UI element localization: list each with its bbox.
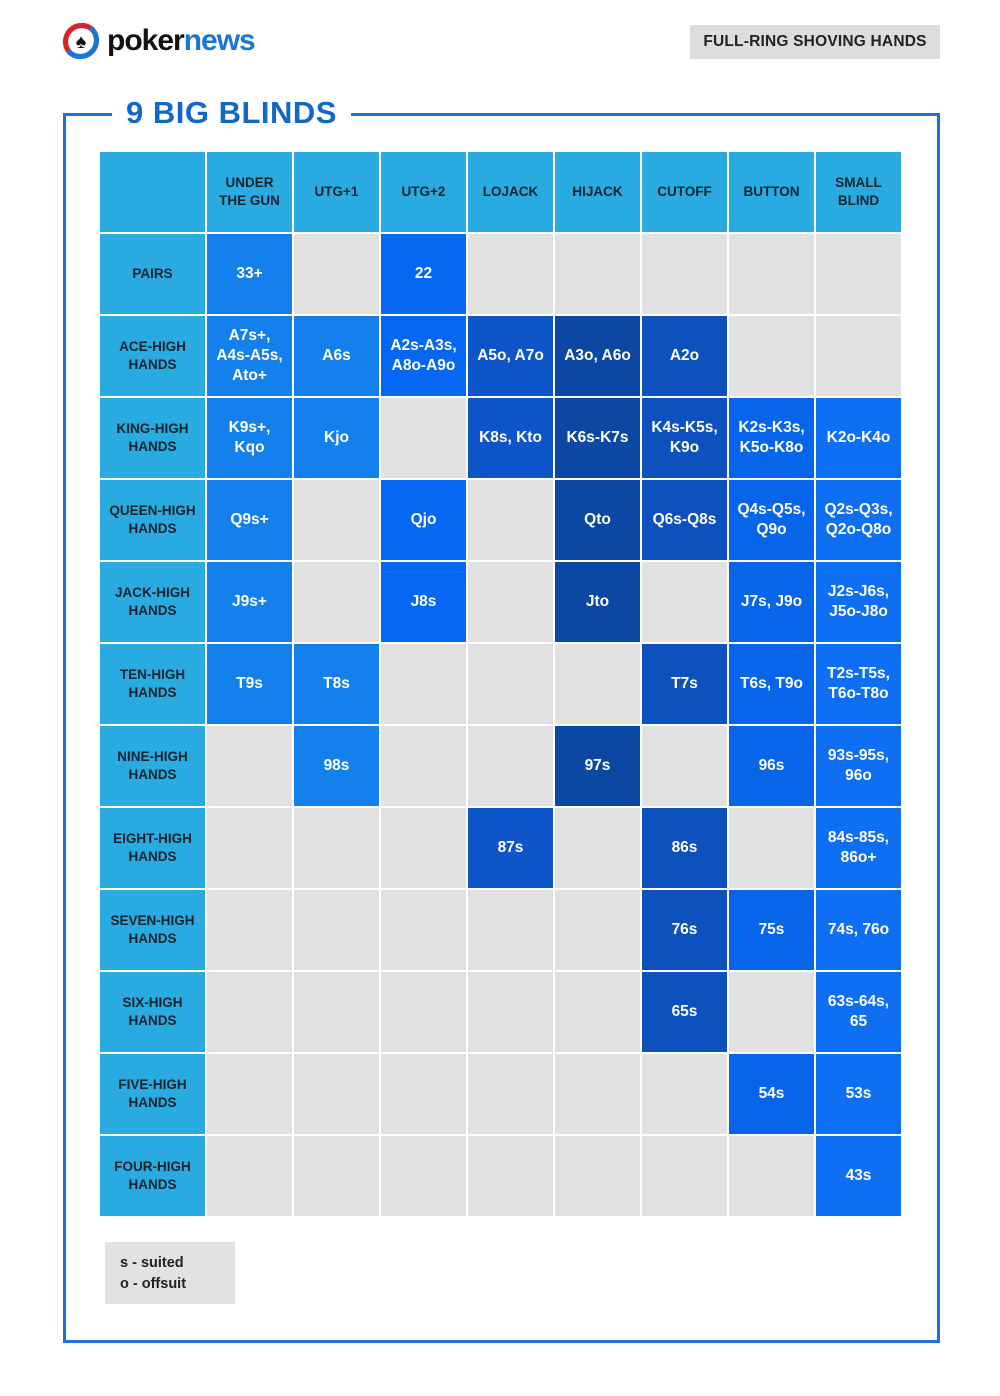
hand-cell: Jto [555,562,640,642]
hand-cell [381,398,466,478]
column-header-button: BUTTON [729,152,814,232]
hand-cell: 74s, 76o [816,890,901,970]
full-ring-badge: FULL-RING SHOVING HANDS [690,25,940,59]
svg-text:♠: ♠ [75,31,87,54]
hand-cell: J2s-J6s, J5o-J8o [816,562,901,642]
legend-line-suited: s - suited [120,1255,184,1271]
hand-cell [468,1054,553,1134]
hand-cell: K8s, Kto [468,398,553,478]
corner-cell [100,152,205,232]
hand-cell: 63s-64s, 65 [816,972,901,1052]
hand-cell: T6s, T9o [729,644,814,724]
hand-cell [816,234,901,314]
hand-cell: 98s [294,726,379,806]
hand-cell: 54s [729,1054,814,1134]
hand-cell: 22 [381,234,466,314]
row-label: KING-HIGH HANDS [100,398,205,478]
hand-cell [642,562,727,642]
hand-cell [294,234,379,314]
hand-cell [207,808,292,888]
hand-cell: 65s [642,972,727,1052]
hand-cell [381,808,466,888]
row-label: NINE-HIGH HANDS [100,726,205,806]
logo-text-poker: poker [107,24,184,57]
hand-cell [816,316,901,396]
hand-cell: K4s-K5s, K9o [642,398,727,478]
hand-cell [555,644,640,724]
hand-cell: 86s [642,808,727,888]
hand-cell [729,972,814,1052]
hand-cell [468,972,553,1052]
hand-cell [642,1054,727,1134]
hand-cell: T7s [642,644,727,724]
row-label: JACK-HIGH HANDS [100,562,205,642]
hand-cell [642,726,727,806]
hand-cell [294,562,379,642]
hand-cell [468,562,553,642]
hand-cell: 33+ [207,234,292,314]
hand-cell [381,726,466,806]
row-label: QUEEN-HIGH HANDS [100,480,205,560]
hand-cell [729,1136,814,1216]
row-label: SIX-HIGH HANDS [100,972,205,1052]
hand-cell: K6s-K7s [555,398,640,478]
hand-cell [729,234,814,314]
legend-box [105,1242,235,1304]
hand-cell [468,644,553,724]
hand-cell [555,972,640,1052]
column-header-sb: SMALL BLIND [816,152,901,232]
hand-cell: A5o, A7o [468,316,553,396]
hand-cell: K2s-K3s, K5o-K8o [729,398,814,478]
hand-cell [642,234,727,314]
hand-cell: 96s [729,726,814,806]
hand-cell: Q2s-Q3s, Q2o-Q8o [816,480,901,560]
hand-cell: 84s-85s, 86o+ [816,808,901,888]
hand-cell: 87s [468,808,553,888]
hand-cell [294,808,379,888]
hand-cell: 53s [816,1054,901,1134]
hand-cell: Q6s-Q8s [642,480,727,560]
hand-cell: K9s+, Kqo [207,398,292,478]
hand-cell: T2s-T5s, T6o-T8o [816,644,901,724]
hand-cell: T9s [207,644,292,724]
hand-cell: 76s [642,890,727,970]
pokernews-logo [62,22,255,60]
hand-cell [642,1136,727,1216]
hand-cell [207,972,292,1052]
hand-cell [381,972,466,1052]
logo-wordmark [107,26,255,56]
column-header-utg: UNDER THE GUN [207,152,292,232]
hand-cell: Qjo [381,480,466,560]
hand-cell: A2o [642,316,727,396]
hand-cell: J8s [381,562,466,642]
hand-cell: T8s [294,644,379,724]
hand-cell: Q9s+ [207,480,292,560]
hand-cell: 43s [816,1136,901,1216]
hand-cell: Q4s-Q5s, Q9o [729,480,814,560]
hand-cell [555,808,640,888]
row-label: SEVEN-HIGH HANDS [100,890,205,970]
shoving-table [100,152,901,1216]
column-header-cutoff: CUTOFF [642,152,727,232]
hand-cell [207,1136,292,1216]
hand-cell: A2s-A3s, A8o-A9o [381,316,466,396]
hand-cell [468,890,553,970]
row-label: TEN-HIGH HANDS [100,644,205,724]
hand-cell [555,234,640,314]
hand-cell [294,972,379,1052]
hand-cell [207,726,292,806]
hand-cell [468,726,553,806]
hand-cell [555,1136,640,1216]
hand-cell [294,890,379,970]
hand-cell [381,1054,466,1134]
hand-cell: J9s+ [207,562,292,642]
hand-cell: Kjo [294,398,379,478]
hand-cell: 97s [555,726,640,806]
column-header-utg1: UTG+1 [294,152,379,232]
hand-cell [381,1136,466,1216]
hand-cell: Qto [555,480,640,560]
hand-cell [468,480,553,560]
row-label: FIVE-HIGH HANDS [100,1054,205,1134]
hand-cell: K2o-K4o [816,398,901,478]
row-label: FOUR-HIGH HANDS [100,1136,205,1216]
hand-cell [468,234,553,314]
hand-cell [381,890,466,970]
hand-cell [294,1054,379,1134]
hand-cell [729,316,814,396]
hand-cell: J7s, J9o [729,562,814,642]
chart-title: 9 BIG BLINDS [112,94,351,132]
hand-cell [729,808,814,888]
pokernews-spade-icon [62,22,100,60]
row-label: PAIRS [100,234,205,314]
row-label: ACE-HIGH HANDS [100,316,205,396]
hand-cell: 93s-95s, 96o [816,726,901,806]
hand-cell [207,1054,292,1134]
column-header-hijack: HIJACK [555,152,640,232]
hand-cell [468,1136,553,1216]
hand-cell: 75s [729,890,814,970]
hand-cell: A7s+, A4s-A5s, Ato+ [207,316,292,396]
hand-cell: A6s [294,316,379,396]
hand-cell [207,890,292,970]
hand-cell [555,890,640,970]
row-label: EIGHT-HIGH HANDS [100,808,205,888]
column-header-lojack: LOJACK [468,152,553,232]
logo-text-news: news [183,24,255,57]
hand-cell [294,480,379,560]
column-header-utg2: UTG+2 [381,152,466,232]
legend-line-offsuit: o - offsuit [120,1276,187,1293]
hand-cell [555,1054,640,1134]
hand-cell [294,1136,379,1216]
hand-cell: A3o, A6o [555,316,640,396]
hand-cell [381,644,466,724]
